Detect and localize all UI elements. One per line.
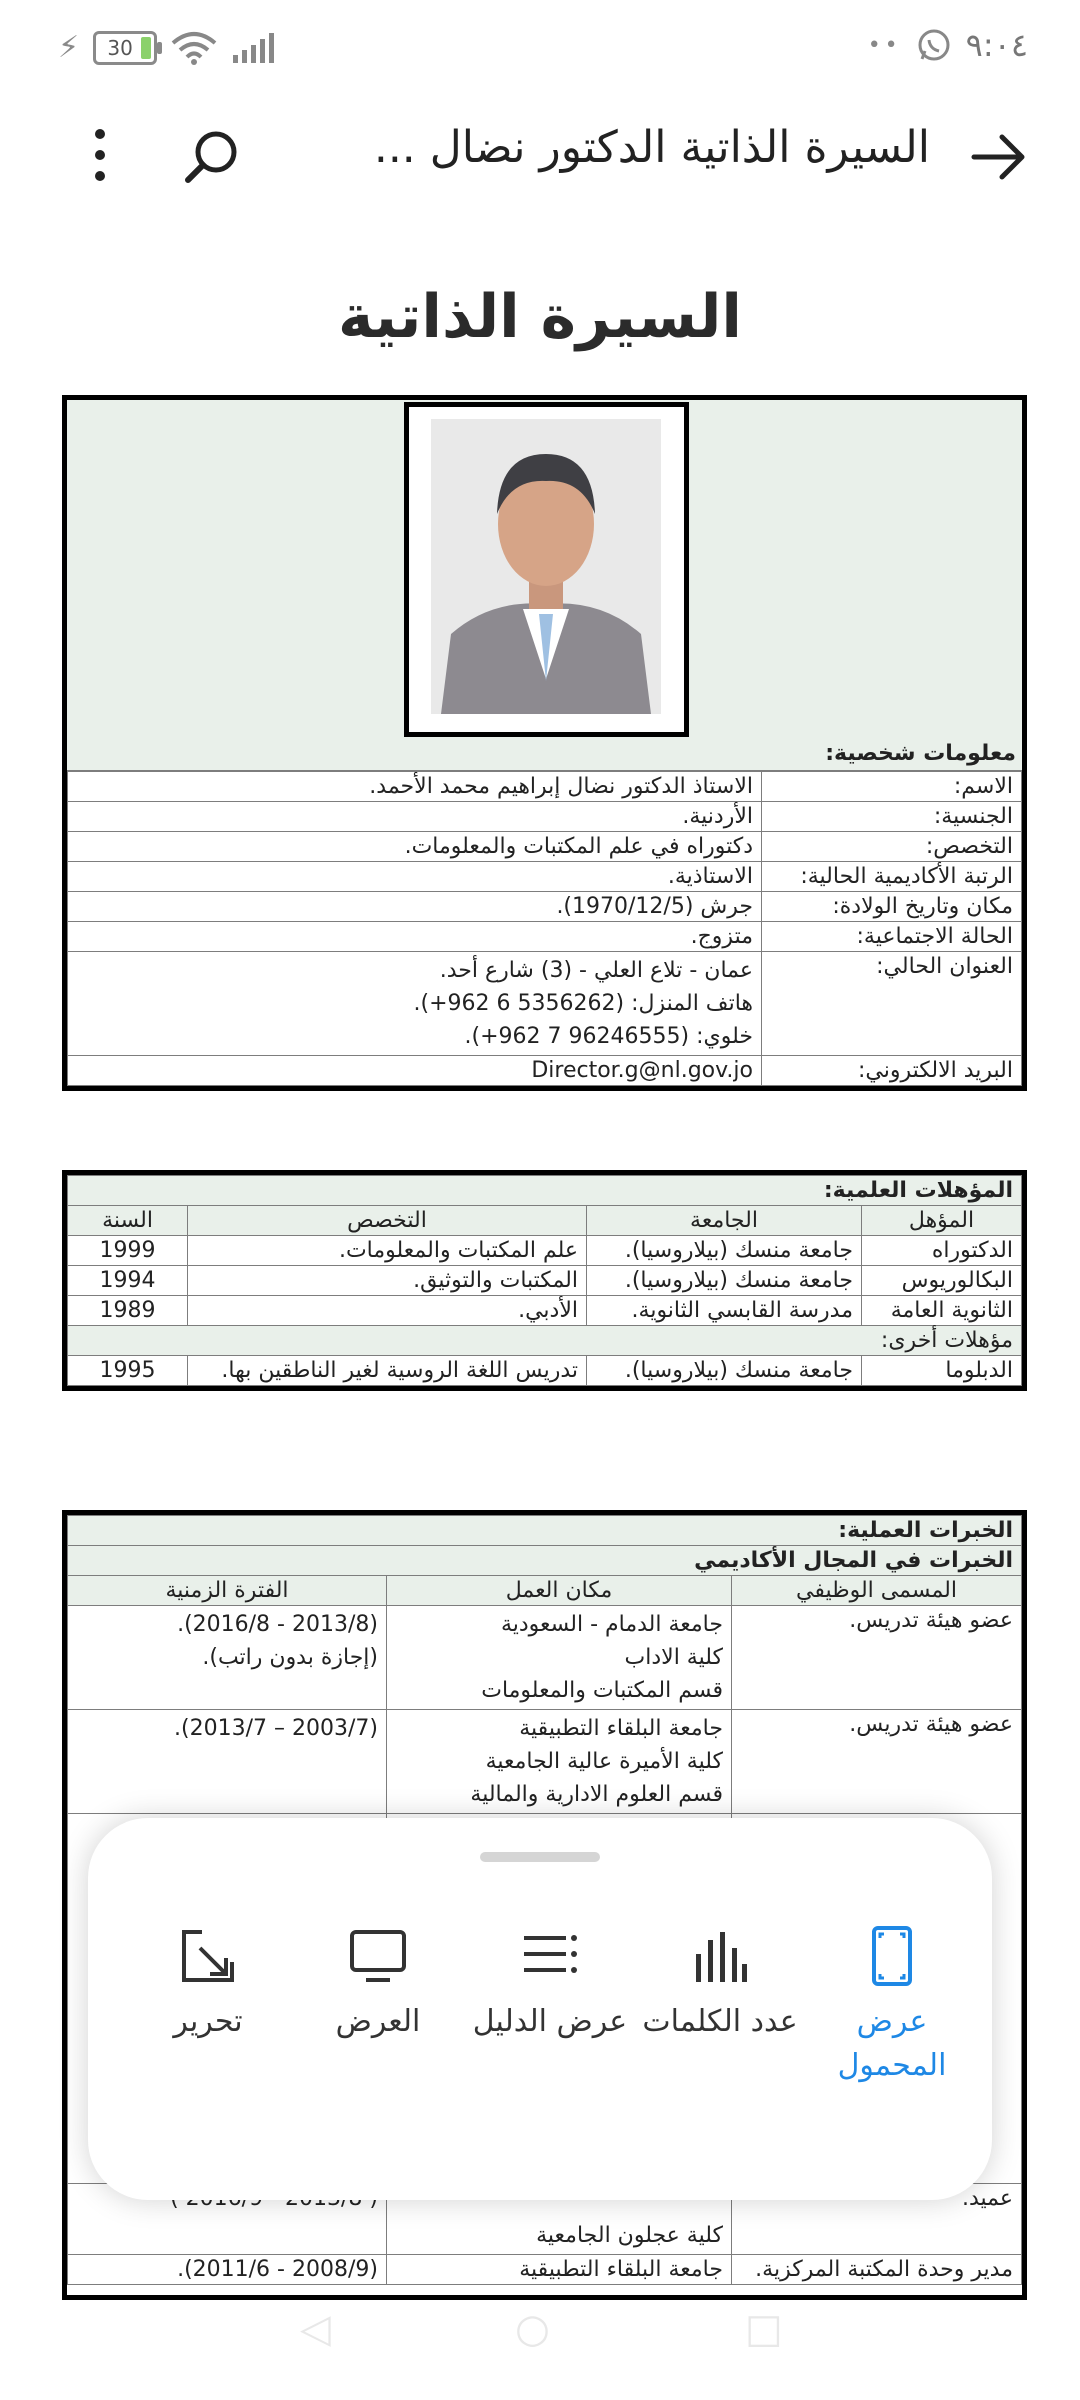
clock: ٩:٠٤ [965,26,1028,64]
row-label: الحالة الاجتماعية: [762,922,1022,952]
edit-icon [176,1924,240,1988]
other-qualifications-heading: مؤهلات أخرى: [68,1326,1022,1356]
table-header-row [68,1206,1022,1236]
photo-frame [404,402,689,737]
cell: الدبلوما [862,1356,1022,1386]
cell: الثانوية العامة [862,1296,1022,1326]
battery-icon [93,31,157,65]
cell: البكالوريوس [862,1266,1022,1296]
word-count-button[interactable] [630,1924,810,2044]
cell: جامعة منسك (بيلاروسيا). [587,1236,862,1266]
table-row [68,1236,1022,1266]
column-header: الفترة الزمنية [68,1576,387,1606]
tool-label: تحرير [173,2004,243,2039]
cell: (2008/9 - 2011/6). [68,2255,387,2285]
view-options-sheet [88,1818,992,2200]
row-label: مكان وتاريخ الولادة: [762,892,1022,922]
outline-list-icon [518,1924,582,1988]
nav-home-icon[interactable]: ○ [515,2306,550,2352]
experience-heading: الخبرات العملية: [68,1516,1022,1546]
outline-view-button[interactable] [460,1924,640,2044]
tool-label: عرض المحمول [837,2004,947,2083]
table-row [68,1266,1022,1296]
document-title: السيرة الذاتية الدكتور نضال ... [373,122,930,173]
search-icon[interactable] [180,124,244,188]
more-options-icon[interactable] [70,122,130,188]
address-value [68,952,762,1056]
status-left [58,30,281,65]
table-row [68,952,1022,1056]
cell: مدرسة القابسي الثانوية. [587,1296,862,1326]
status-right [868,26,1028,64]
cell: جامعة الدمام - السعودية كلية الاداب قسم المكتبات والمعلومات [387,1606,732,1710]
row-value: دكتوراه في علم المكتبات والمعلومات. [68,832,762,862]
row-label: التخصص: [762,832,1022,862]
table-row [68,832,1022,862]
wifi-icon [171,31,217,65]
cell: المكتبات والتوثيق. [188,1266,587,1296]
table-row [68,922,1022,952]
nav-recents-icon[interactable]: □ [745,2306,783,2352]
whatsapp-icon [916,27,952,63]
row-label: الاسم: [762,772,1022,802]
cell: جامعة منسك (بيلاروسيا). [587,1266,862,1296]
row-value: الاستاذ الدكتور نضال إبراهيم محمد الأحمد. [68,772,762,802]
view-tools [88,1924,992,2124]
nav-back-icon[interactable]: ◁ [300,2306,331,2352]
display-button[interactable] [288,1924,468,2044]
cell: جامعة منسك (بيلاروسيا). [587,1356,862,1386]
row-label: العنوان الحالي: [762,952,1022,1056]
cell: 1995 [68,1356,188,1386]
monitor-icon [346,1924,410,1988]
qualifications-heading: المؤهلات العلمية: [68,1176,1022,1206]
personal-info-table [67,771,1022,1086]
table-row [68,1710,1022,1814]
cell: (2013/8 - 2016/8). (إجازة بدون راتب). [68,1606,387,1710]
table-row [68,1056,1022,1086]
cell: مدير وحدة المكتبة المركزية. [732,2255,1022,2285]
row-value: جرش (1970/12/5). [68,892,762,922]
home-phone: هاتف المنزل: (5356262 6 962+). [413,991,753,1016]
column-header: السنة [68,1206,188,1236]
cell: الدكتوراه [862,1236,1022,1266]
table-row [68,892,1022,922]
cell: كلية عجلون الجامعية [387,2184,732,2255]
system-nav-bar [0,2270,1080,2400]
table-row [68,772,1022,802]
charging-icon: ⚡ [58,30,80,65]
column-header: المؤهل [862,1206,1022,1236]
tool-label: العرض [335,2004,421,2039]
mobile-phone: خلوي: (96246555 7 962+). [464,1024,753,1049]
row-label: الجنسية: [762,802,1022,832]
profile-photo [431,419,661,714]
battery-level: 30 [107,35,133,60]
tool-label: عرض الدليل [472,2004,628,2039]
personal-info-section [62,395,1027,1091]
cell: عميد. [732,2184,1022,2255]
back-arrow-icon[interactable] [966,125,1030,189]
table-row [68,862,1022,892]
app-bar [0,100,1080,210]
email-value[interactable]: Director.g@nl.gov.jo [68,1056,762,1086]
row-label: البريد الالكتروني: [762,1056,1022,1086]
cell: علم المكتبات والمعلومات. [188,1236,587,1266]
table-row [68,1356,1022,1386]
column-header: مكان العمل [387,1576,732,1606]
address-line: عمان - تلاع العلي - (3) شارع أحد. [439,958,753,983]
table-row [68,1606,1022,1710]
personal-info-heading: معلومات شخصية: [825,741,1016,766]
cell: 1989 [68,1296,188,1326]
row-label: الرتبة الأكاديمية الحالية: [762,862,1022,892]
table-header-row [68,1576,1022,1606]
qualifications-section [62,1170,1027,1391]
qualifications-table [67,1175,1022,1386]
academic-experience-subheading: الخبرات في المجال الأكاديمي [68,1546,1022,1576]
cell: تدريس اللغة الروسية لغير الناطقين بها. [188,1356,587,1386]
mobile-view-icon [860,1924,924,1988]
column-header: الجامعة [587,1206,862,1236]
row-value: متزوج. [68,922,762,952]
cell: 1994 [68,1266,188,1296]
cell: جامعة البلقاء التطبيقية [387,2255,732,2285]
edit-button[interactable] [118,1924,298,2044]
cell: جامعة البلقاء التطبيقية كلية الأميرة عالية الجامعية قسم العلوم الادارية والمالية [387,1710,732,1814]
table-row [68,1296,1022,1326]
tool-label: عدد الكلمات [642,2004,798,2039]
drag-handle[interactable] [480,1852,600,1862]
column-header: التخصص [188,1206,587,1236]
mobile-view-button[interactable] [802,1924,982,2088]
cell: عضو هيئة تدريس. [732,1606,1022,1710]
photo-area [67,400,1022,771]
table-row [68,802,1022,832]
cell: عضو هيئة تدريس. [732,1710,1022,1814]
signal-icon [231,31,281,65]
cell: الأدبي. [188,1296,587,1326]
row-value: الاستاذية. [68,862,762,892]
notification-dots: •• [867,32,902,58]
column-header: المسمى الوظيفي [732,1576,1022,1606]
status-bar [0,0,1080,96]
cell: 1999 [68,1236,188,1266]
bar-chart-icon [688,1924,752,1988]
row-value: الأردنية. [68,802,762,832]
cell: (2003/7 – 2013/7). [68,1710,387,1814]
cv-heading: السيرة الذاتية [337,282,742,352]
